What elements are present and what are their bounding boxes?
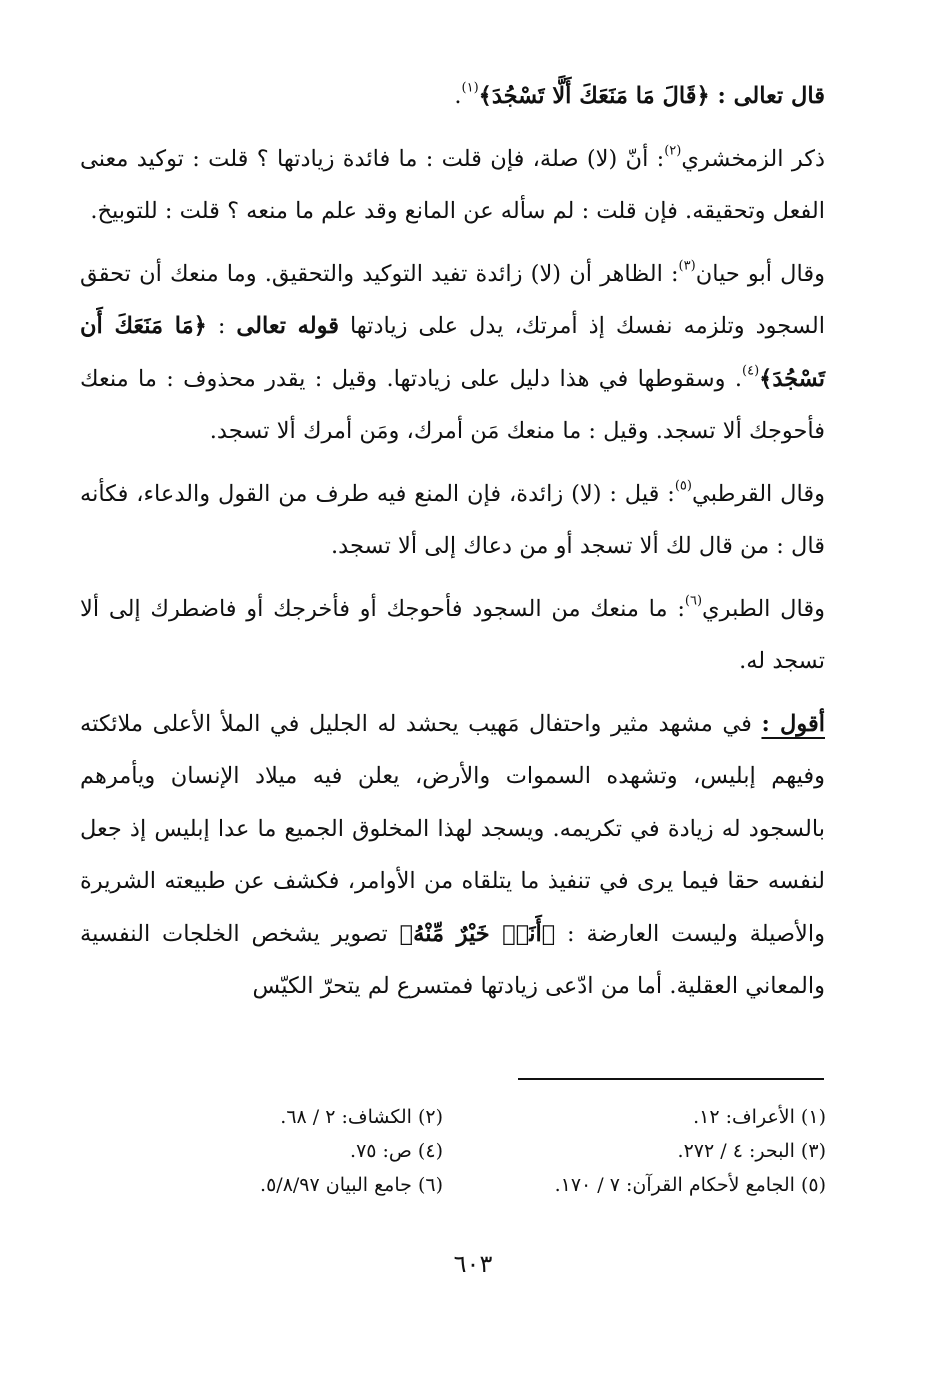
paragraph-qurtubi xyxy=(80,468,825,573)
tabari-intro: وقال الطبري xyxy=(702,595,825,622)
tabari-text: : ما منعك من السجود فأحوجك أو فأخرجك أو فاضطرك إلى ألا تسجد له. xyxy=(80,595,825,674)
qawluhu-taala: قوله تعالى xyxy=(236,313,339,339)
verse-lead: قال تعالى : xyxy=(709,83,825,109)
footnote-ref-4: (٤) xyxy=(742,362,760,378)
author-text: في مشهد مثير واحتفال مَهيب يحشد له الجليل في الملأ الأعلى ملائكته وفيهم إبليس، وتشهده السموات والأرض، يعلن فيه ميلاد الإنسان ويأمرهم بالسجود له زيادة في تكريمه. ويسجد لهذا المخلوق الجميع ما عدا إبليس إذ جعل لنفسه حقا فيما يرى في تنفيذ ما يتلقاه من الأوامر، فكشف عن طبيعته الشريرة والأصيلة وليست العارضة : xyxy=(80,710,825,947)
footnote-4: (٤) ص: ٧٥. xyxy=(350,1140,443,1162)
footnote-1: (١) الأعراف: ١٢. xyxy=(693,1106,826,1128)
qurtubi-intro: وقال القرطبي xyxy=(691,480,825,507)
abu-hayyan-rest: . وسقوطها في هذا دليل على زيادتها. وقيل : يقدر محذوف : ما منعك فأحوجك ألا تسجد. وقيل : ما منعك مَن أمرك، ومَن أمرك ألا تسجد. xyxy=(80,365,825,444)
qurtubi-text: : قيل : (لا) زائدة، فإن المنع فيه طرف من القول والدعاء، فكأنه قال : من قال لك ألا تسجد أو من دعاك إلى ألا تسجد. xyxy=(80,480,825,559)
verse-tail: . xyxy=(454,83,462,109)
page-number: ٦٠٣ xyxy=(453,1250,493,1278)
paragraph-zamakhshari xyxy=(80,133,825,238)
abu-hayyan-intro: وقال أبو حيان xyxy=(695,260,826,287)
paragraph-verse-heading xyxy=(80,70,825,123)
paragraph-tabari xyxy=(80,583,825,688)
quran-verse: ﴿قَالَ مَا مَنَعَكَ أَلَّا تَسْجُدَ﴾ xyxy=(478,83,710,109)
aqul-label: أقول : xyxy=(761,710,825,737)
footnote-ref-6: (٦) xyxy=(684,592,703,608)
abu-hayyan-text: : الظاهر أن (لا) زائدة تفيد التوكيد والتحقيق. وما منعك أن تحقق السجود وتلزمه نفسك إذ أمرتك، يدل على زيادتها xyxy=(80,260,825,339)
footnote-ref-1: (١) xyxy=(461,80,479,96)
main-text xyxy=(80,70,825,1013)
paragraph-author-comment xyxy=(80,698,825,1013)
footnote-ref-5: (٥) xyxy=(674,477,692,493)
footnote-ref-2: (٢) xyxy=(664,142,682,158)
footnote-3: (٣) البحر: ٤ / ٢٧٢. xyxy=(677,1140,826,1162)
zamakhshari-intro: ذكر الزمخشري xyxy=(681,145,825,172)
paragraph-abu-hayyan xyxy=(80,248,825,458)
colon-text: : xyxy=(206,313,237,339)
footnotes xyxy=(90,1102,826,1200)
footnote-2: (٢) الكشاف: ٢ / ٦٨. xyxy=(280,1106,443,1128)
quran-verse-2: ﴿مَا مَنَعَكَ أَن تَسْجُدَ﴾ xyxy=(80,313,825,392)
quran-verse-3: ﴿أَنَا۠ خَيْرٌ مِّنْهُ﴾ xyxy=(399,920,556,947)
footnote-separator xyxy=(518,1078,824,1080)
footnote-6: (٦) جامع البيان ٥/٨/٩٧. xyxy=(260,1174,443,1196)
author-text-rest: تصوير يشخص الخلجات النفسية والمعاني العقلية. أما من ادّعى زيادتها فمتسرع لم يتحرّ الكيّس xyxy=(80,920,825,999)
footnote-ref-3: (٣) xyxy=(678,257,696,273)
footnote-5: (٥) الجامع لأحكام القرآن: ٧ / ١٧٠. xyxy=(554,1174,826,1196)
zamakhshari-text: : أنّ (لا) صلة، فإن قلت : ما فائدة زيادتها ؟ قلت : توكيد معنى الفعل وتحقيقه. فإن قلت : لم سأله عن المانع وقد علم ما منعه ؟ قلت : للتوبيخ. xyxy=(80,145,825,224)
